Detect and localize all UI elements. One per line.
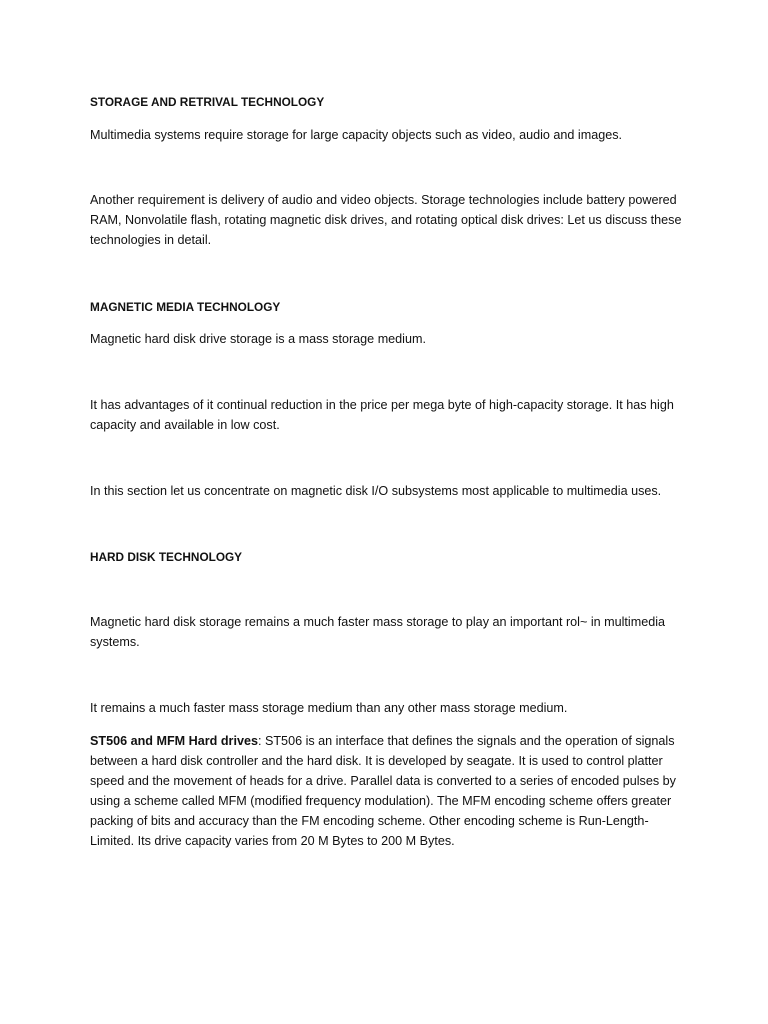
paragraph-storage-technologies: Another requirement is delivery of audio and video objects. Storage technologies include battery powered RAM, Nonvolatile flash, rotating magnetic disk drives, and rotating optical disk drives: Let us discuss these technologies in detail. [90, 193, 682, 247]
paragraph-hard-disk-speed: It remains a much faster mass storage medium than any other mass storage medium. [90, 701, 568, 715]
paragraph-magnetic-advantages: It has advantages of it continual reduction in the price per mega byte of high-capacity storage. It has high capacity and available in low cost. [90, 398, 674, 432]
st506-lead-term: ST506 and MFM Hard drives [90, 734, 258, 748]
paragraph-hard-disk-role: Magnetic hard disk storage remains a much faster mass storage to play an important rol~ in multimedia systems. [90, 615, 666, 649]
paragraph-st506 [90, 731, 682, 851]
st506-description: : ST506 is an interface that defines the signals and the operation of signals between a hard disk controller and the hard disk. It is developed by seagate. It is used to control platter speed and the movement of heads for a drive. Parallel data is converted to a series of encoded pulses by using a scheme called MFM (modified frequency modulation). The MFM encoding scheme offers greater packing of bits and accuracy than the FM encoding scheme. Other encoding scheme is Run-Length-Limited. Its drive capacity varies from 20 M Bytes to 200 M Bytes. [90, 734, 676, 848]
heading-storage-retrieval: STORAGE AND RETRIVAL TECHNOLOGY [90, 95, 325, 109]
paragraph-magnetic-intro: Magnetic hard disk drive storage is a mass storage medium. [90, 332, 426, 346]
paragraph-magnetic-section: In this section let us concentrate on magnetic disk I/O subsystems most applicable to multimedia uses. [90, 484, 662, 498]
paragraph-storage-intro: Multimedia systems require storage for large capacity objects such as video, audio and images. [90, 128, 622, 142]
heading-magnetic-media: MAGNETIC MEDIA TECHNOLOGY [90, 300, 281, 314]
heading-hard-disk: HARD DISK TECHNOLOGY [90, 550, 243, 564]
